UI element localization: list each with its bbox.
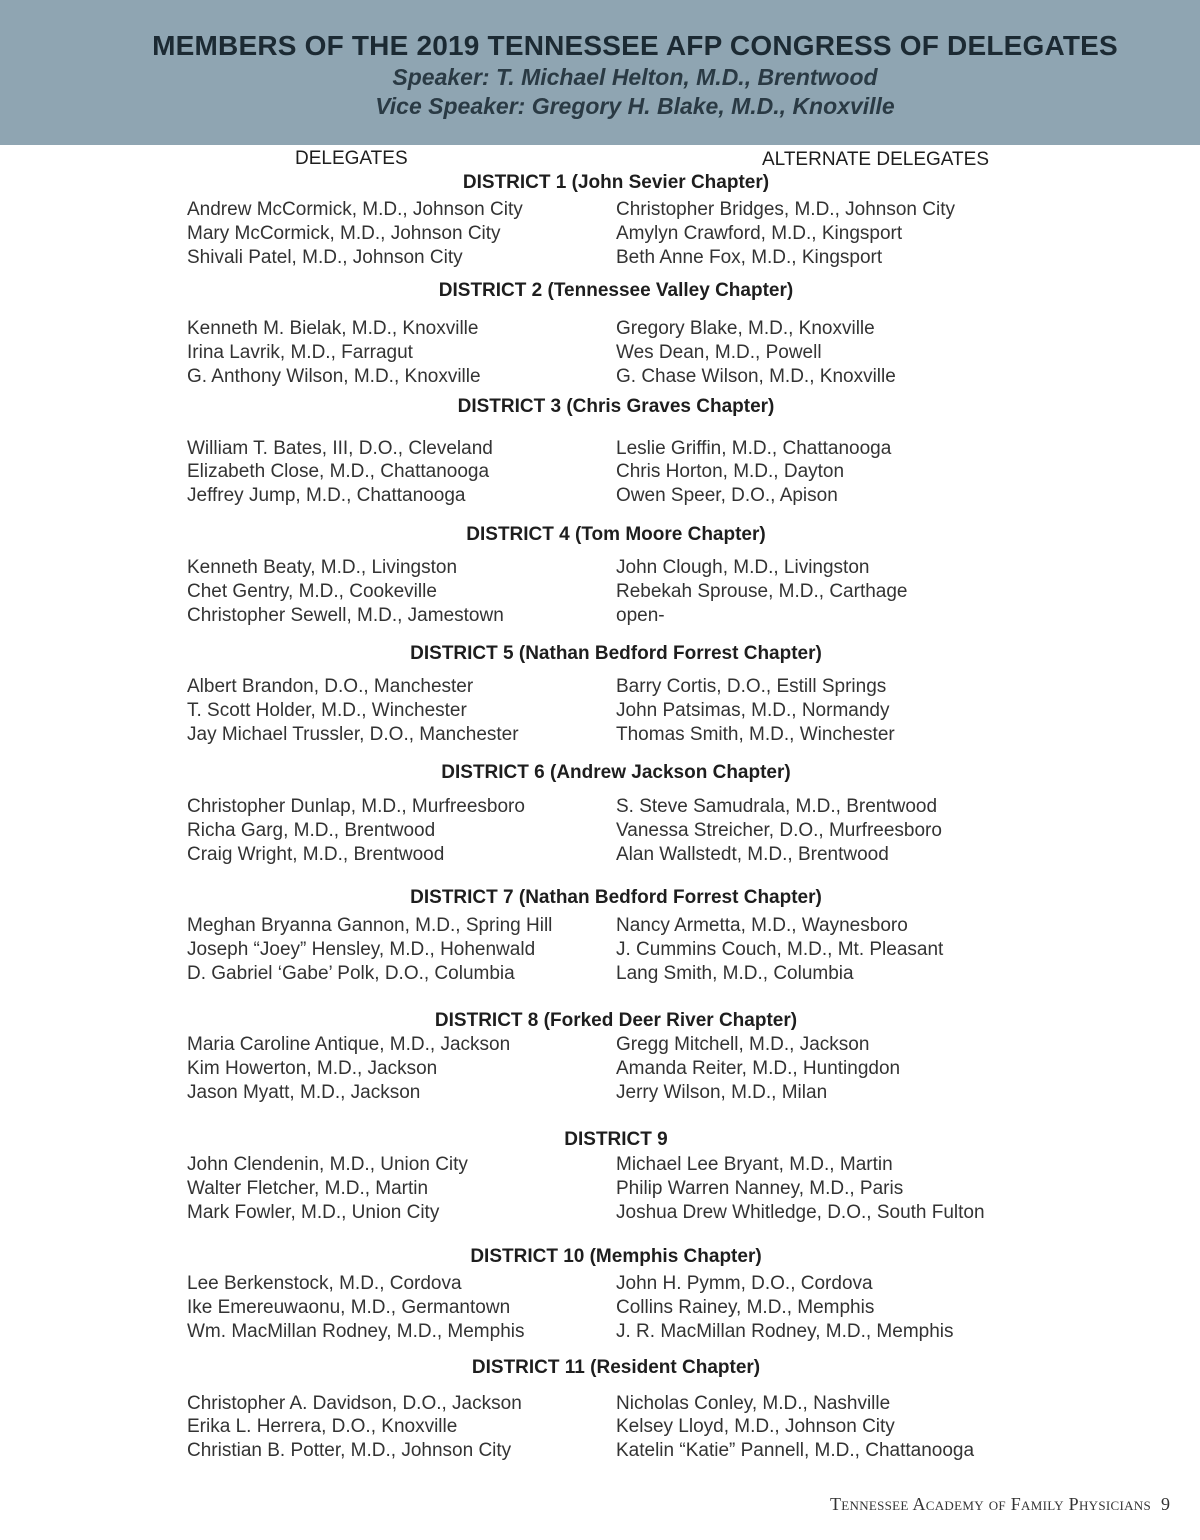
alternate-name: S. Steve Samudrala, M.D., Brentwood [616,796,938,817]
delegate-name: Christian B. Potter, M.D., Johnson City [187,1440,512,1461]
member-row [0,460,1200,484]
alternate-name: Vanessa Streicher, D.O., Murfreesboro [616,820,942,841]
district-title: DISTRICT 10 (Memphis Chapter) [470,1246,762,1267]
district-title: DISTRICT 4 (Tom Moore Chapter) [466,524,766,545]
alternate-name: Amanda Reiter, M.D., Huntingdon [616,1058,901,1079]
alternate-name: Michael Lee Bryant, M.D., Martin [616,1154,893,1175]
member-row [0,317,1200,341]
delegate-name: Shivali Patel, M.D., Johnson City [187,247,463,268]
delegate-name: Jeffrey Jump, M.D., Chattanooga [187,485,466,506]
delegate-name: Mary McCormick, M.D., Johnson City [187,223,501,244]
alternate-name: Katelin “Katie” Pannell, M.D., Chattanooga [616,1440,975,1461]
district-11 [0,1356,1200,1461]
member-row [0,843,1200,867]
alternate-name: Rebekah Sprouse, M.D., Carthage [616,581,908,602]
delegate-name: D. Gabriel ‘Gabe’ Polk, D.O., Columbia [187,963,515,984]
member-row [0,1153,1200,1177]
delegate-name: Irina Lavrik, M.D., Farragut [187,342,413,363]
alternate-name: John Clough, M.D., Livingston [616,557,870,578]
alternates-column-heading: ALTERNATE DELEGATES [762,149,989,170]
alternate-name: Joshua Drew Whitledge, D.O., South Fulton [616,1202,985,1223]
member-row [0,819,1200,843]
district-9 [0,1128,1200,1223]
alternate-name: Collins Rainey, M.D., Memphis [616,1297,875,1318]
delegate-name: Erika L. Herrera, D.O., Knoxville [187,1416,458,1437]
district-title: DISTRICT 8 (Forked Deer River Chapter) [434,1010,798,1031]
delegate-name: Jay Michael Trussler, D.O., Manchester [187,724,519,745]
alternate-name: Gregory Blake, M.D., Knoxville [616,318,875,339]
member-row [0,1296,1200,1320]
district-title: DISTRICT 1 (John Sevier Chapter) [462,172,770,193]
district-10 [0,1245,1200,1342]
member-row [0,1392,1200,1416]
alternate-name: Barry Cortis, D.O., Estill Springs [616,676,887,697]
member-row [0,962,1200,986]
footer-org: Tennessee Academy of Family Physicians [829,1494,1151,1514]
member-row [0,795,1200,819]
page-title: MEMBERS OF THE 2019 TENNESSEE AFP CONGRESS OF DELEGATES [152,30,1118,61]
member-row [0,437,1200,461]
alternate-name: Chris Horton, M.D., Dayton [616,461,845,482]
member-row [0,222,1200,246]
alternate-name: J. Cummins Couch, M.D., Mt. Pleasant [616,939,944,960]
delegate-name: Lee Berkenstock, M.D., Cordova [187,1273,462,1294]
speaker-line: Speaker: T. Michael Helton, M.D., Brentwood [392,64,878,90]
district-7 [0,886,1200,984]
delegate-name: T. Scott Holder, M.D., Winchester [187,700,467,721]
alternate-name: Philip Warren Nanney, M.D., Paris [616,1178,904,1199]
member-row [0,1201,1200,1225]
district-title: DISTRICT 3 (Chris Graves Chapter) [457,396,775,417]
member-row [0,604,1200,628]
district-3 [0,395,1200,506]
member-row [0,556,1200,580]
alternate-name: Alan Wallstedt, M.D., Brentwood [616,844,889,865]
member-row [0,484,1200,508]
delegate-name: Maria Caroline Antique, M.D., Jackson [187,1034,511,1055]
delegate-name: Walter Fletcher, M.D., Martin [187,1178,429,1199]
member-row [0,1439,1200,1463]
delegate-name: Joseph “Joey” Hensley, M.D., Hohenwald [187,939,536,960]
alternate-name: open- [616,605,665,626]
delegate-name: Wm. MacMillan Rodney, M.D., Memphis [187,1321,525,1342]
delegate-name: Craig Wright, M.D., Brentwood [187,844,445,865]
alternate-name: John H. Pymm, D.O., Cordova [616,1273,873,1294]
alternate-name: Jerry Wilson, M.D., Milan [616,1082,828,1103]
district-title: DISTRICT 7 (Nathan Bedford Forrest Chapter) [410,887,822,908]
alternate-name: Nicholas Conley, M.D., Nashville [616,1393,891,1414]
alternate-name: Wes Dean, M.D., Powell [616,342,822,363]
delegate-name: Elizabeth Close, M.D., Chattanooga [187,461,490,482]
member-row [0,365,1200,389]
member-row [0,580,1200,604]
delegates-column-heading: DELEGATES [295,148,408,169]
alternate-name: Lang Smith, M.D., Columbia [616,963,854,984]
member-row [0,1057,1200,1081]
member-row [0,914,1200,938]
delegate-name: Christopher A. Davidson, D.O., Jackson [187,1393,522,1414]
member-row [0,1033,1200,1057]
delegate-name: William T. Bates, III, D.O., Cleveland [187,438,493,459]
member-row [0,938,1200,962]
alternate-name: J. R. MacMillan Rodney, M.D., Memphis [616,1321,954,1342]
alternate-name: Thomas Smith, M.D., Winchester [616,724,895,745]
alternate-name: Gregg Mitchell, M.D., Jackson [616,1034,870,1055]
delegate-name: G. Anthony Wilson, M.D., Knoxville [187,366,481,387]
district-4 [0,523,1200,626]
alternate-name: Leslie Griffin, M.D., Chattanooga [616,438,892,459]
district-title: DISTRICT 6 (Andrew Jackson Chapter) [441,762,791,783]
district-6 [0,761,1200,865]
district-2 [0,279,1200,387]
delegate-name: Ike Emereuwaonu, M.D., Germantown [187,1297,511,1318]
delegate-name: Christopher Dunlap, M.D., Murfreesboro [187,796,525,817]
delegate-name: Meghan Bryanna Gannon, M.D., Spring Hill [187,915,553,936]
district-title: DISTRICT 2 (Tennessee Valley Chapter) [438,280,794,301]
member-row [0,699,1200,723]
alternate-name: John Patsimas, M.D., Normandy [616,700,890,721]
district-title: DISTRICT 5 (Nathan Bedford Forrest Chapter) [410,643,822,664]
member-row [0,675,1200,699]
district-5 [0,642,1200,745]
delegate-name: Chet Gentry, M.D., Cookeville [187,581,437,602]
district-title: DISTRICT 11 (Resident Chapter) [471,1357,761,1378]
member-row [0,1320,1200,1344]
page-number: 9 [1161,1494,1170,1514]
delegate-name: Richa Garg, M.D., Brentwood [187,820,436,841]
member-row [0,341,1200,365]
member-row [0,246,1200,270]
delegate-name: Kim Howerton, M.D., Jackson [187,1058,438,1079]
vice-speaker-line: Vice Speaker: Gregory H. Blake, M.D., Knoxville [375,93,895,119]
alternate-name: Beth Anne Fox, M.D., Kingsport [616,247,883,268]
alternate-name: Amylyn Crawford, M.D., Kingsport [616,223,903,244]
header-banner [0,0,1200,145]
district-1 [0,171,1200,268]
delegate-name: Kenneth M. Bielak, M.D., Knoxville [187,318,479,339]
delegate-name: Christopher Sewell, M.D., Jamestown [187,605,504,626]
delegate-name: Mark Fowler, M.D., Union City [187,1202,440,1223]
delegate-name: Jason Myatt, M.D., Jackson [187,1082,421,1103]
delegate-name: Albert Brandon, D.O., Manchester [187,676,474,697]
delegate-name: John Clendenin, M.D., Union City [187,1154,468,1175]
district-8 [0,1009,1200,1103]
district-title: DISTRICT 9 [564,1129,668,1150]
member-row [0,198,1200,222]
member-row [0,723,1200,747]
alternate-name: Nancy Armetta, M.D., Waynesboro [616,915,908,936]
member-row [0,1081,1200,1105]
member-row [0,1415,1200,1439]
member-row [0,1177,1200,1201]
alternate-name: G. Chase Wilson, M.D., Knoxville [616,366,896,387]
delegate-name: Kenneth Beaty, M.D., Livingston [187,557,458,578]
alternate-name: Kelsey Lloyd, M.D., Johnson City [616,1416,895,1437]
page-footer [700,1494,1170,1515]
member-row [0,1272,1200,1296]
alternate-name: Christopher Bridges, M.D., Johnson City [616,199,955,220]
alternate-name: Owen Speer, D.O., Apison [616,485,838,506]
delegate-name: Andrew McCormick, M.D., Johnson City [187,199,523,220]
